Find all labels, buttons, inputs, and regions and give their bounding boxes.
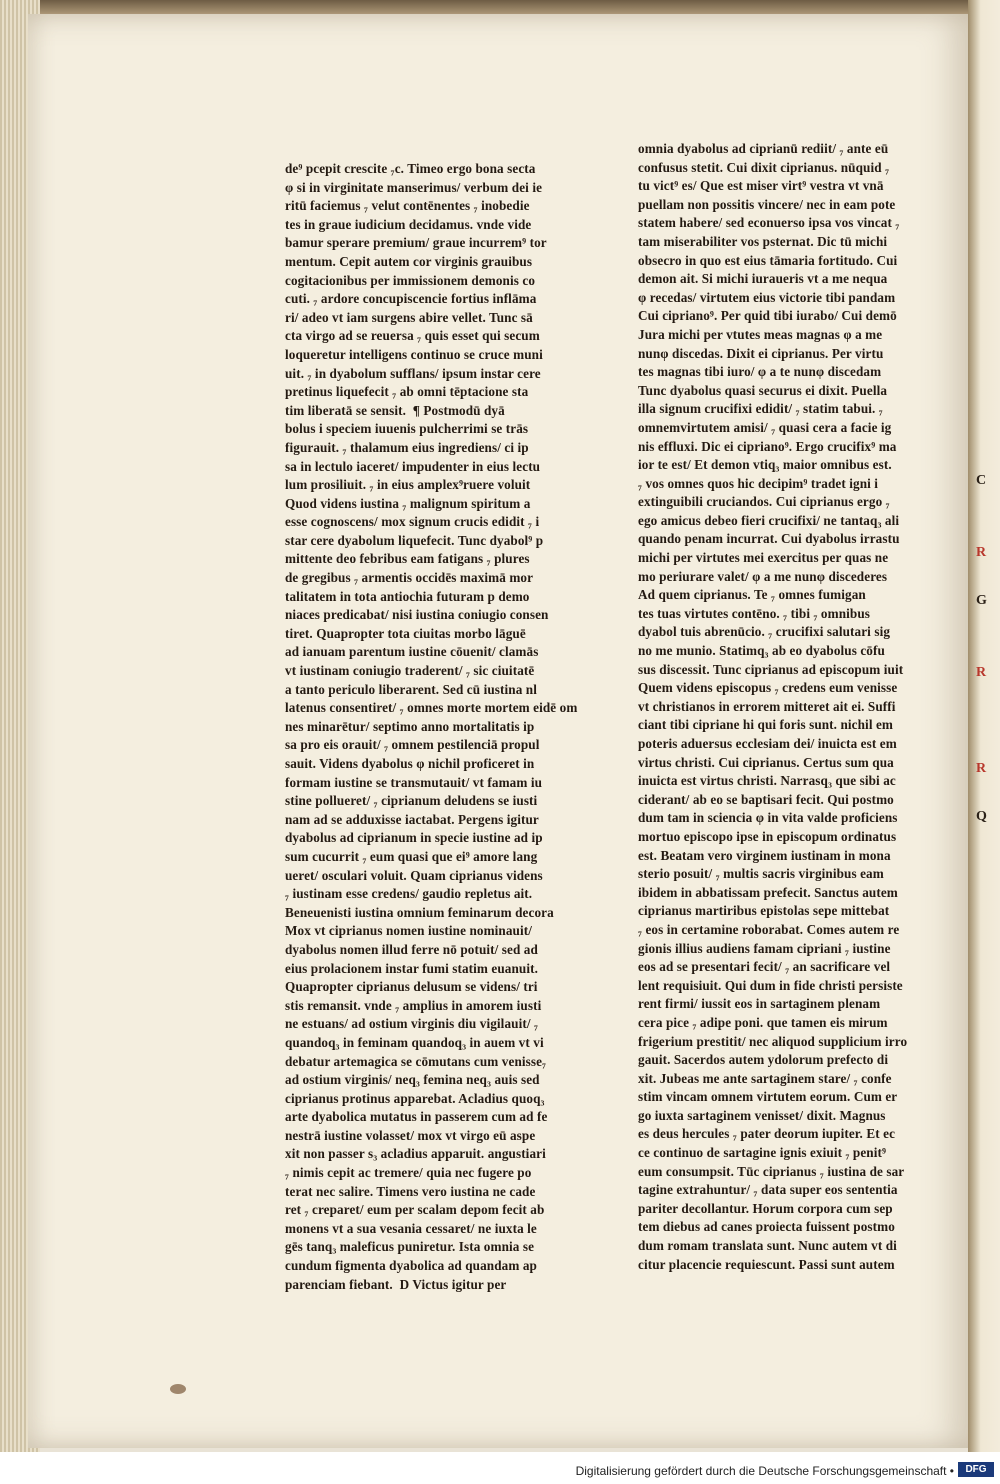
text-line: ne estuans/ ad ostium virginis diu vigilauit/ ₇ — [285, 1016, 539, 1032]
text-line: puellam non possitis vincere/ nec in eam pote — [638, 196, 896, 212]
text-line: tim liberatā se sensit. ¶ Postmodū dyā — [285, 402, 505, 418]
text-line: tiret. Quapropter tota ciuitas morbo lāguē — [285, 625, 526, 641]
text-line: pretinus liquefecit ₇ ab omni tēptacione sta — [285, 384, 529, 400]
edge-fragment: R — [976, 545, 987, 560]
text-line: de gregibus ₇ armentis occidēs maximā mor — [285, 570, 534, 586]
text-line: ibidem in abbatissam prefecit. Sanctus autem — [638, 884, 898, 900]
text-line: cogitacionibus per immissionem demonis co — [285, 272, 536, 288]
text-line: cuti. ₇ ardore concupiscencie fortius inflāma — [285, 291, 537, 307]
text-line: ciderant/ ab eo se baptisari fecit. Qui postmo — [638, 791, 894, 807]
text-line: figurauit. ₇ thalamum eius ingrediens/ ci ip — [285, 439, 529, 455]
edge-fragment: C — [976, 473, 987, 488]
next-page-edge — [968, 0, 1000, 1452]
text-line: dyabolus ad ciprianum in specie iustine ad ip — [285, 830, 543, 846]
text-line: ad ostium virginis/ neq₃ femina neq₃ auis sed — [285, 1072, 540, 1088]
text-line: bolus i speciem iuuenis pulcherrimi se trās — [285, 421, 529, 437]
text-line: vt iustinam coniugio traderent/ ₇ sic ciuitatē — [285, 663, 535, 679]
text-line: bamur sperare premium/ graue incurrem⁹ tor — [285, 235, 547, 251]
text-line: φ si in virginitate manserimus/ verbum dei ie — [285, 179, 543, 195]
text-line: omnemvirtutem amisi/ ₇ quasi cera a facie ig — [638, 419, 892, 435]
text-line: ritū faciemus ₇ velut contēnentes ₇ inobedie — [285, 198, 530, 214]
text-line: demon ait. Si michi iuraueris vt a me nequa — [638, 271, 888, 287]
text-line: Ad quem ciprianus. Te ₇ omnes fumigan — [638, 587, 866, 603]
text-line: terat nec salire. Timens vero iustina ne cade — [285, 1183, 536, 1199]
text-line: virtus christi. Cui ciprianus. Certus sum qua — [638, 754, 894, 770]
text-line: quando penam incurrat. Cui dyabolus irrastu — [638, 531, 900, 547]
text-line: tam miserabiliter vos psternat. Dic tū michi — [638, 233, 888, 249]
text-line: dyabolus nomen illud ferre nō potuit/ sed ad — [285, 941, 538, 957]
text-line: inuicta est virtus christi. Narrasq₃ que sibi ac — [638, 773, 896, 789]
text-line: talitatem in tota antiochia futuram p demo — [285, 588, 530, 604]
text-line: ₇ vos omnes quos hic decipim⁹ tradet igni i — [638, 475, 879, 491]
text-line: Mox vt ciprianus nomen iustine nominauit/ — [285, 923, 532, 939]
text-line: nam ad se adduxisse iactabat. Pergens igitur — [285, 811, 539, 827]
text-line: ciant tibi cipriane hi qui foris sunt. nichil em — [638, 717, 894, 733]
text-line: obsecro in quo est eius tāmaria fortitudo. Cui — [638, 252, 898, 268]
footer-funding-note: Digitalisierung gefördert durch die Deutsche Forschungsgemeinschaft • — [575, 1464, 954, 1478]
text-line: eius prolacionem instar fumi statim euanuit. — [285, 960, 539, 976]
text-line: go iuxta sartaginem venisset/ dixit. Magnus — [638, 1107, 886, 1123]
text-line: vt christianos in errorem mitteret ait ei. Suffi — [638, 698, 896, 714]
text-line: nis effluxi. Dic ei cipriano⁹. Ergo crucifix⁹ ma — [638, 438, 897, 454]
text-line: tes in graue iudicium decidamus. vnde vide — [285, 216, 532, 232]
ink-stain — [170, 1384, 186, 1394]
text-line: Quem videns episcopus ₇ credens eum venisse — [638, 680, 898, 696]
text-line: loqueretur intelligens continuo se cruce muni — [285, 346, 543, 362]
text-line: mo periurare valet/ φ a me nunφ discederes — [638, 568, 888, 584]
text-line: illa signum crucifixi edidit/ ₇ statim tabui. ₇ — [638, 401, 883, 417]
text-line: confusus stetit. Cui dixit ciprianus. nūquid ₇ — [638, 159, 890, 175]
text-line: cundum figmenta dyabolica ad quandam ap — [285, 1258, 537, 1274]
text-line: ret ₇ creparet/ eum per scalam depom fecit ab — [285, 1202, 545, 1218]
text-line: stim vincam omnem virtutem eorum. Cum er — [638, 1089, 898, 1105]
text-line: mortuo episcopo ipse in episcopum ordinatus — [638, 828, 897, 844]
text-line: pariter decollantur. Horum corpora cum sep — [638, 1200, 893, 1216]
text-line: ueret/ osculari voluit. Quam ciprianus videns — [285, 867, 543, 883]
text-line: tem diebus ad canes proiecta fuissent postmo — [638, 1219, 895, 1235]
text-line: tes magnas tibi iuro/ φ a te nunφ discedam — [638, 364, 882, 380]
text-line: ce continuo de sartagine ignis exiuit ₇ penit⁹ — [638, 1145, 887, 1161]
text-line: debatur artemagica se cōmutans cum venisse₇ — [285, 1053, 547, 1069]
text-column-right — [638, 140, 938, 1274]
text-line: sum cucurrit ₇ eum quasi que ei⁹ amore lang — [285, 848, 538, 864]
text-line: ₇ nimis cepit ac tremere/ quia nec fugere po — [285, 1165, 532, 1181]
text-line: star cere dyabolum liquefecit. Tunc dyabol⁹ p — [285, 532, 544, 548]
text-line: arte dyabolica mutatus in passerem cum ad fe — [285, 1109, 548, 1125]
text-line: no me munio. Statimq₃ ab eo dyabolus cōfu — [638, 643, 885, 659]
text-line: Beneuenisti iustina omnium feminarum decora — [285, 904, 554, 920]
text-line: ciprianus martiribus epistolas sepe mittebat — [638, 903, 890, 919]
text-line: frigerium prestitit/ nec aliquod supplicium irro — [638, 1033, 908, 1049]
text-line: ad ianuam parentum iustine cōuenit/ clamās — [285, 644, 539, 660]
text-line: dyabol tuis abrenūcio. ₇ crucifixi salutari sig — [638, 624, 891, 640]
text-line: dum romam translata sunt. Nunc autem vt di — [638, 1238, 897, 1254]
text-line: est. Beatam vero virginem iustinam in mona — [638, 847, 891, 863]
text-line: a tanto periculo liberarent. Sed cū iustina nl — [285, 681, 538, 697]
text-line: latenus consentiret/ ₇ omnes morte mortem eidē om — [285, 700, 578, 716]
text-line: esse cognoscens/ mox signum crucis edidit ₇ i — [285, 514, 540, 530]
text-line: Jura michi per vtutes meas magnas φ a me — [638, 326, 883, 342]
text-line: uit. ₇ in dyabolum sufflans/ ipsum instar cere — [285, 365, 541, 381]
text-line: quandoq₃ in feminam quandoq₃ in auem vt vi — [285, 1034, 544, 1050]
text-line: sauit. Videns dyabolus φ nichil proficeret in — [285, 756, 535, 771]
text-line: tu vict⁹ es/ Que est miser virt⁹ vestra vt vnā — [638, 178, 884, 194]
text-line: sa in lectulo iaceret/ impudenter in eius lectu — [285, 458, 541, 474]
text-line: φ recedas/ virtutem eius victorie tibi pandam — [638, 289, 896, 305]
edge-fragment: R — [976, 761, 987, 776]
text-line: ₇ eos in certamine roborabat. Comes autem re — [638, 921, 900, 937]
text-line: omnia dyabolus ad ciprianū rediit/ ₇ ante eū — [638, 141, 889, 156]
text-line: nes minarētur/ septimo anno mortalitatis ip — [285, 718, 535, 734]
text-line: tagine extrahuntur/ ₇ data super eos sententia — [638, 1182, 898, 1198]
edge-fragment: G — [976, 593, 987, 608]
text-line: lum prosiliuit. ₇ in eius amplex⁹ruere voluit — [285, 477, 531, 493]
text-line: cta virgo ad se reuersa ₇ quis esset qui secum — [285, 328, 540, 344]
text-line: poteris aduersus ecclesiam dei/ inuicta est em — [638, 736, 897, 751]
text-line: ciprianus protinus apparebat. Acladius quoq₃ — [285, 1090, 545, 1106]
text-line: rent firmi/ iussit eos in sartaginem plenam — [638, 996, 881, 1012]
text-line: nestrā iustine volasset/ mox vt virgo eū aspe — [285, 1127, 536, 1143]
text-line: extinguibili cruciandos. Cui ciprianus ergo ₇ — [638, 494, 890, 510]
text-line: Quod videns iustina ₇ malignum spiritum a — [285, 495, 531, 511]
text-line: xit non passer s₃ acladius apparuit. angustiari — [285, 1146, 546, 1162]
text-line: parenciam fiebant. D Victus igitur per — [285, 1276, 507, 1292]
text-line: niaces predicabat/ nisi iustina coniugio consen — [285, 607, 549, 623]
text-line: mentum. Cepit autem cor virginis grauibus — [285, 253, 533, 269]
text-line: Tunc dyabolus quasi securus ei dixit. Puella — [638, 382, 888, 398]
text-line: statem habere/ sed econuerso ipsa vos vincat ₇ — [638, 215, 900, 231]
text-line: eos ad se presentari fecit/ ₇ an sacrificare vel — [638, 959, 891, 975]
text-line: lent requisiuit. Qui dum in fide christi persiste — [638, 977, 903, 993]
text-line: formam iustine se transmutauit/ vt famam iu — [285, 774, 543, 790]
text-line: gionis illius audiens famam cipriani ₇ iustine — [638, 940, 891, 956]
text-line: gauit. Sacerdos autem ydolorum prefecto di — [638, 1052, 889, 1068]
text-line: dum tam in sciencia φ in vita valde proficiens — [638, 810, 898, 826]
text-line: ego amicus debeo fieri crucifixi/ ne tantaq₃ ali — [638, 512, 900, 528]
text-column-left — [285, 160, 585, 1294]
text-line: de⁹ pcepit crescite ₇c. Timeo ergo bona secta — [285, 161, 536, 176]
text-line: monens vt a sua vesania cessaret/ ne iuxta le — [285, 1220, 537, 1236]
text-line: citur placencie requiescunt. Passi sunt autem — [638, 1256, 895, 1272]
text-line: es deus hercules ₇ pater deorum iupiter. Et ec — [638, 1126, 896, 1142]
text-line: cera pice ₇ adipe poni. que tamen eis mirum — [638, 1014, 888, 1030]
text-line: ₇ iustinam esse credens/ gaudio repletus ait. — [285, 886, 533, 902]
edge-fragment: R — [976, 665, 987, 680]
text-line: sus discessit. Tunc ciprianus ad episcopum iuit — [638, 661, 904, 677]
text-line: Cui cipriano⁹. Per quid tibi iurabo/ Cui demō — [638, 308, 897, 324]
text-line: tes tuas virtutes contēno. ₇ tibi ₇ omnibus — [638, 605, 871, 621]
text-line: gēs tanq₃ maleficus puniretur. Ista omnia se — [285, 1239, 535, 1255]
text-line: stis remansit. vnde ₇ amplius in amorem iusti — [285, 997, 542, 1013]
text-line: michi per virtutes mei exercitus per quas ne — [638, 550, 889, 566]
text-line: xit. Jubeas me ante sartaginem stare/ ₇ confe — [638, 1070, 892, 1086]
text-line: ior te est/ Et demon vtiq₃ maior omnibus est. — [638, 457, 892, 473]
text-line: stine pollueret/ ₇ ciprianum deludens se iusti — [285, 793, 538, 809]
text-line: Quapropter ciprianus delusum se videns/ tri — [285, 979, 538, 995]
text-line: sterio posuit/ ₇ multis sacris virginibus eam — [638, 866, 884, 882]
text-line: eum consumpsit. Tūc ciprianus ₇ iustina de sar — [638, 1163, 905, 1179]
text-line: sa pro eis orauit/ ₇ omnem pestilenciā propul — [285, 737, 540, 753]
text-line: mittente deo febribus eam fatigans ₇ plures — [285, 551, 530, 567]
edge-fragment: Q — [976, 809, 987, 824]
text-line: nunφ discedas. Dixit ei ciprianus. Per virtu — [638, 345, 884, 361]
text-line: ri/ adeo vt iam surgens abire vellet. Tunc sā — [285, 309, 533, 325]
dfg-logo[interactable]: DFG — [958, 1462, 994, 1477]
